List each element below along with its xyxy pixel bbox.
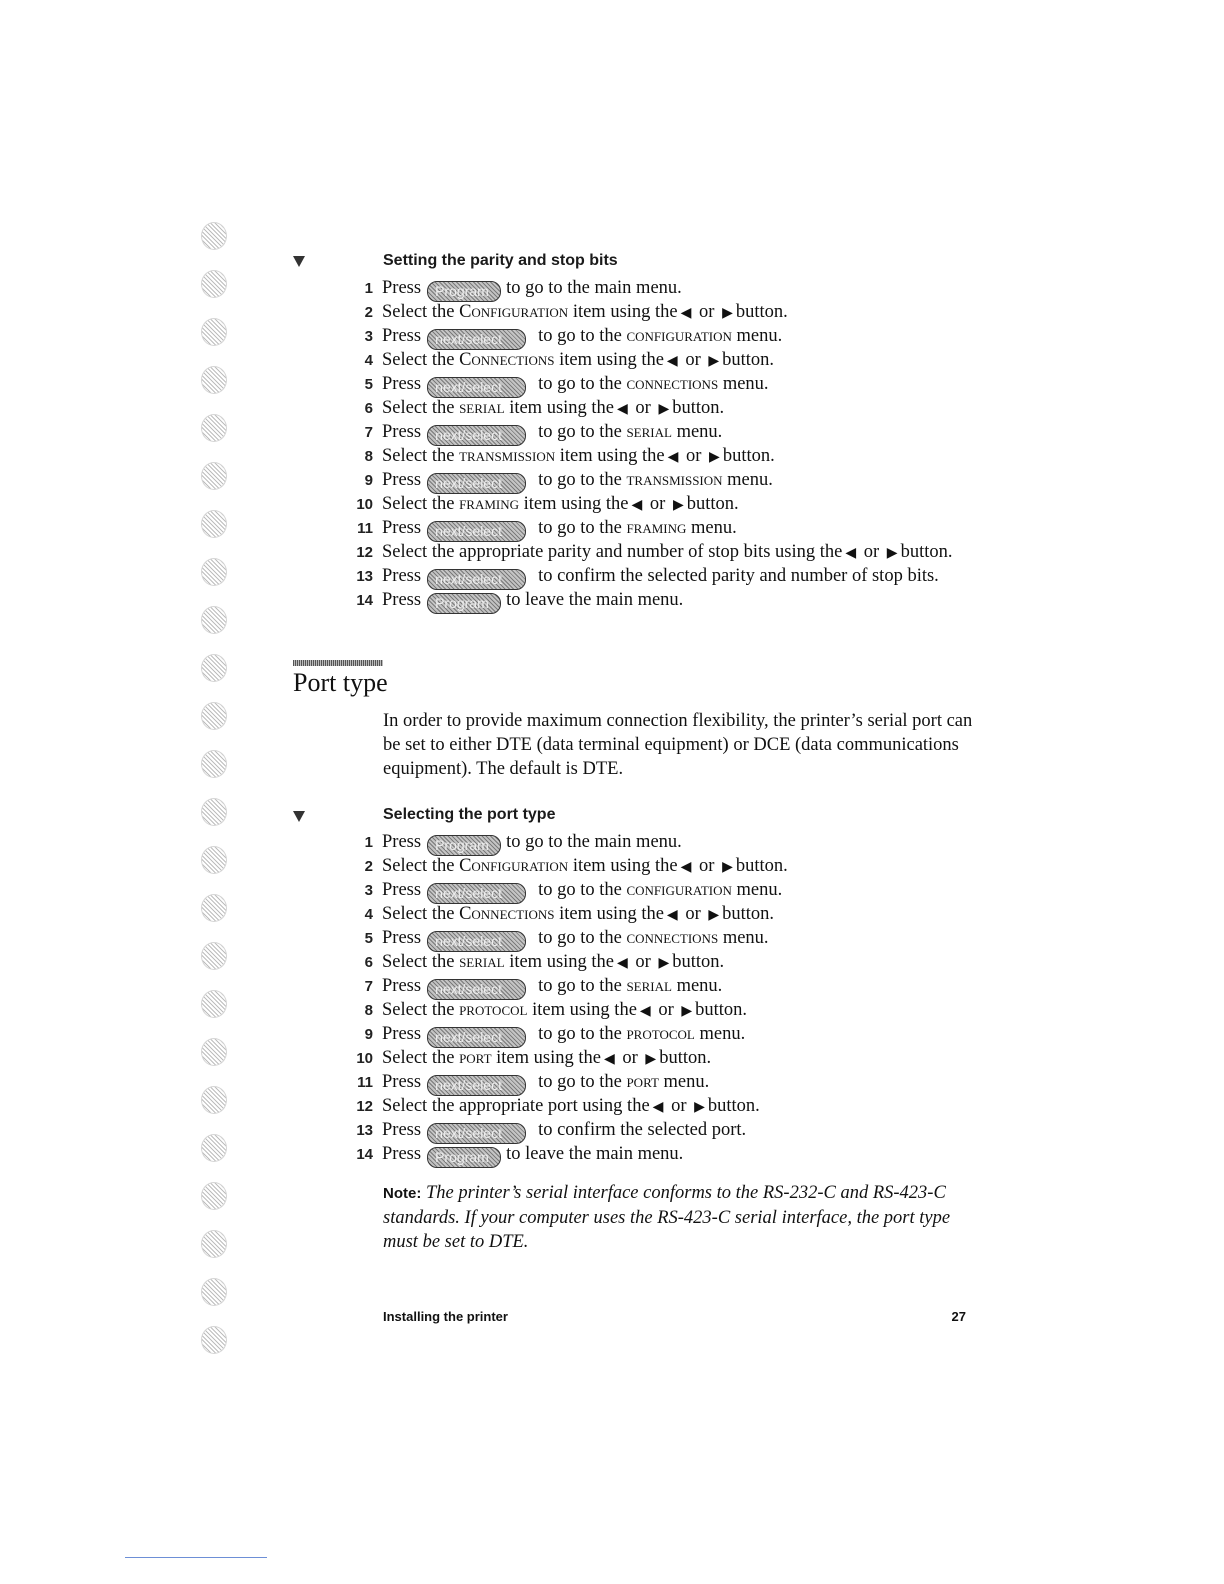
next-select-button: next/select <box>427 1123 526 1144</box>
step-text: to confirm the selected port. <box>538 1120 747 1140</box>
binder-hole-icon <box>201 1278 229 1306</box>
right-arrow-icon: ▶ <box>658 402 670 417</box>
step-number: 4 <box>364 906 373 923</box>
binder-hole-icon <box>201 318 229 346</box>
menu-term: serial <box>626 422 672 442</box>
menu-term: Connections <box>459 904 555 924</box>
step-text: Press <box>382 928 422 948</box>
step-text: or <box>685 904 701 924</box>
program-button: Program <box>427 281 501 302</box>
step-text: menu. <box>676 422 723 442</box>
step-row <box>340 564 939 588</box>
step-text: Select the <box>382 856 455 876</box>
menu-term: configuration <box>626 326 732 346</box>
step-text: to leave the main menu. <box>506 1144 684 1164</box>
right-arrow-icon: ▶ <box>681 1004 693 1019</box>
step-text: to go to the <box>538 880 622 900</box>
step-text: Press <box>382 566 422 586</box>
page-number: 27 <box>951 1309 966 1324</box>
step-text: or <box>863 542 880 562</box>
step-text: Press <box>382 976 422 996</box>
step-row <box>340 588 683 612</box>
step-row <box>340 276 682 300</box>
next-select-button: next/select <box>427 569 526 590</box>
step-row <box>340 324 782 348</box>
note <box>383 1181 983 1254</box>
step-number: 6 <box>364 954 373 971</box>
scan-edge-line <box>125 1557 267 1558</box>
right-arrow-icon: ▶ <box>708 354 720 369</box>
step-text: Select the <box>382 302 455 322</box>
left-arrow-icon: ◀ <box>617 956 628 971</box>
binder-hole-icon <box>201 1038 229 1066</box>
step-row <box>340 372 769 396</box>
binder-hole-icon <box>201 1182 229 1210</box>
right-arrow-icon: ▶ <box>886 546 898 561</box>
menu-term: protocol <box>626 1024 695 1044</box>
step-row <box>340 830 682 854</box>
step-row <box>340 444 775 468</box>
step-number: 11 <box>357 1074 373 1091</box>
step-text: item using the <box>496 1048 601 1068</box>
step-text: item using the <box>509 952 615 972</box>
binder-hole-icon <box>201 798 229 826</box>
step-row <box>340 1094 760 1118</box>
step-text: Select the <box>382 398 455 418</box>
binder-hole-icon <box>201 222 229 250</box>
left-arrow-icon: ◀ <box>666 354 678 369</box>
binder-hole-icon <box>201 366 229 394</box>
binder-hole-icon <box>201 462 229 490</box>
step-row <box>340 1142 683 1166</box>
step-text: Press <box>382 1120 422 1140</box>
step-text: Select the <box>382 494 455 514</box>
step-text: button. <box>707 1096 760 1116</box>
menu-term: configuration <box>626 880 732 900</box>
step-text: to leave the main menu. <box>506 590 684 610</box>
footer-chapter: Installing the printer <box>383 1309 508 1324</box>
step-row <box>340 1070 709 1094</box>
binder-hole-icon <box>201 894 229 922</box>
menu-term: transmission <box>459 446 556 466</box>
step-text: to confirm the selected parity and number of stop bits. <box>538 566 939 586</box>
menu-term: Configuration <box>459 302 569 322</box>
step-row <box>340 998 747 1022</box>
menu-term: connections <box>626 928 719 948</box>
menu-term: port <box>626 1072 659 1092</box>
step-text: item using the <box>559 446 665 466</box>
step-row <box>340 1046 711 1070</box>
left-arrow-icon: ◀ <box>639 1004 651 1019</box>
next-select-button: next/select <box>427 521 526 542</box>
right-arrow-icon: ▶ <box>708 908 720 923</box>
step-text: item using the <box>509 398 615 418</box>
next-select-button: next/select <box>427 329 526 350</box>
program-button: Program <box>427 593 501 614</box>
step-text: Press <box>382 832 422 852</box>
step-text: button. <box>672 952 725 972</box>
step-row <box>340 902 774 926</box>
step-number: 12 <box>356 544 373 561</box>
step-number: 3 <box>364 882 373 899</box>
left-arrow-icon: ◀ <box>667 450 679 465</box>
binder-hole-icon <box>201 270 229 298</box>
step-number: 1 <box>364 834 373 851</box>
step-text: to go to the <box>538 976 622 996</box>
step-text: Press <box>382 880 422 900</box>
step-text: or <box>635 952 651 972</box>
step-number: 7 <box>364 978 373 995</box>
next-select-button: next/select <box>427 425 526 446</box>
step-row <box>340 516 737 540</box>
left-arrow-icon: ◀ <box>617 402 628 417</box>
step-text: to go to the <box>538 1024 622 1044</box>
step-text: Select the <box>382 350 455 370</box>
step-number: 6 <box>364 400 373 417</box>
menu-term: Configuration <box>459 856 569 876</box>
step-row <box>340 420 722 444</box>
step-number: 9 <box>364 1026 373 1043</box>
binder-hole-icon <box>201 1086 229 1114</box>
step-text: to go to the main menu. <box>506 278 682 298</box>
menu-term: serial <box>459 952 505 972</box>
right-arrow-icon: ▶ <box>709 450 720 465</box>
step-number: 10 <box>356 1050 373 1067</box>
step-text: button. <box>659 1048 712 1068</box>
step-text: item using the <box>572 856 678 876</box>
procedure-triangle-icon <box>293 256 305 267</box>
step-number: 7 <box>364 424 373 441</box>
right-arrow-icon: ▶ <box>694 1100 705 1115</box>
left-arrow-icon: ◀ <box>666 908 678 923</box>
step-number: 8 <box>364 448 373 465</box>
right-arrow-icon: ▶ <box>658 956 670 971</box>
step-row <box>340 1022 745 1046</box>
menu-term: connections <box>626 374 719 394</box>
step-number: 9 <box>364 472 373 489</box>
binder-hole-icon <box>201 990 229 1018</box>
binder-hole-icon <box>201 702 229 730</box>
next-select-button: next/select <box>427 931 526 952</box>
step-number: 5 <box>364 376 373 393</box>
step-text: Press <box>382 278 422 298</box>
binder-hole-icon <box>201 510 229 538</box>
step-text: Press <box>382 590 422 610</box>
section-heading: Port type <box>293 668 388 697</box>
binder-hole-icon <box>201 846 229 874</box>
right-arrow-icon: ▶ <box>672 498 684 513</box>
menu-term: protocol <box>459 1000 528 1020</box>
step-text: or <box>635 398 651 418</box>
step-text: item using the <box>559 904 664 924</box>
step-text: Select the appropriate port using the <box>382 1096 650 1116</box>
step-text: Select the <box>382 1000 455 1020</box>
step-text: Select the <box>382 904 455 924</box>
step-text: button. <box>672 398 725 418</box>
step-text: Select the <box>382 1048 455 1068</box>
step-text: to go to the <box>538 422 622 442</box>
binder-hole-icon <box>201 558 229 586</box>
step-number: 5 <box>364 930 373 947</box>
left-arrow-icon: ◀ <box>603 1052 615 1067</box>
next-select-button: next/select <box>427 979 526 1000</box>
step-text: menu. <box>727 470 773 490</box>
step-text: or <box>622 1048 638 1068</box>
step-text: to go to the <box>538 374 622 394</box>
step-row <box>340 878 782 902</box>
step-row <box>340 854 788 878</box>
binder-hole-icon <box>201 654 229 682</box>
step-text: menu. <box>722 374 769 394</box>
menu-term: serial <box>459 398 505 418</box>
step-text: or <box>671 1096 687 1116</box>
step-text: to go to the <box>538 518 622 538</box>
binder-hole-icon <box>201 414 229 442</box>
binder-hole-icon <box>201 1230 229 1258</box>
step-text: or <box>686 446 702 466</box>
step-text: Select the <box>382 952 455 972</box>
note-label: Note: <box>383 1185 422 1202</box>
step-row <box>340 492 739 516</box>
step-row <box>340 926 769 950</box>
step-text: button. <box>695 1000 748 1020</box>
left-arrow-icon: ◀ <box>680 306 692 321</box>
step-text: Press <box>382 1024 422 1044</box>
step-text: button. <box>722 446 775 466</box>
step-row <box>340 348 774 372</box>
left-arrow-icon: ◀ <box>845 546 857 561</box>
step-row <box>340 468 773 492</box>
step-text: or <box>649 494 666 514</box>
step-row <box>340 1118 746 1142</box>
step-row <box>340 950 724 974</box>
step-text: Press <box>382 470 422 490</box>
menu-term: transmission <box>626 470 723 490</box>
step-text: or <box>699 302 715 322</box>
step-text: or <box>685 350 701 370</box>
step-text: item using the <box>523 494 629 514</box>
left-arrow-icon: ◀ <box>652 1100 664 1115</box>
step-text: menu. <box>699 1024 746 1044</box>
step-number: 3 <box>364 328 373 345</box>
step-row <box>340 396 724 420</box>
step-text: to go to the <box>538 470 622 490</box>
binder-hole-icon <box>201 942 229 970</box>
step-text: button. <box>735 302 788 322</box>
menu-term: Connections <box>459 350 555 370</box>
right-arrow-icon: ▶ <box>722 860 733 875</box>
next-select-button: next/select <box>427 883 526 904</box>
step-text: menu. <box>736 326 783 346</box>
note-text: The printer’s serial interface conforms to the RS-232-C and RS-423-C standards. If your computer uses the RS-423-C serial interface, the port type must be set to DTE. <box>383 1183 951 1252</box>
step-text: to go to the main menu. <box>506 832 682 852</box>
step-row <box>340 300 788 324</box>
step-text: button. <box>686 494 739 514</box>
step-text: item using the <box>559 350 664 370</box>
step-text: item using the <box>572 302 678 322</box>
step-number: 12 <box>356 1098 373 1115</box>
step-number: 2 <box>364 304 373 321</box>
step-text: Select the appropriate parity and number of stop bits using the <box>382 542 843 562</box>
intro-paragraph: In order to provide maximum connection flexibility, the printer’s serial port can be set to either DTE (data terminal equipment) or DCE (data communications equipment). The default is DTE. <box>383 711 973 779</box>
step-text: or <box>699 856 715 876</box>
step-text: button. <box>722 904 775 924</box>
step-text: item using the <box>532 1000 637 1020</box>
next-select-button: next/select <box>427 377 526 398</box>
left-arrow-icon: ◀ <box>631 498 643 513</box>
step-text: menu. <box>676 976 723 996</box>
step-row <box>340 540 952 564</box>
right-arrow-icon: ▶ <box>645 1052 657 1067</box>
menu-term: framing <box>626 518 687 538</box>
step-text: Press <box>382 422 422 442</box>
binder-hole-icon <box>201 1326 229 1354</box>
step-number: 14 <box>356 1146 373 1163</box>
step-text: Press <box>382 374 422 394</box>
step-text: menu. <box>691 518 737 538</box>
left-arrow-icon: ◀ <box>680 860 692 875</box>
step-number: 13 <box>356 1122 373 1139</box>
binder-hole-icon <box>201 606 229 634</box>
procedure-title-parity: Setting the parity and stop bits <box>383 252 618 269</box>
next-select-button: next/select <box>427 1075 526 1096</box>
binder-hole-icon <box>201 750 229 778</box>
step-text: menu. <box>722 928 769 948</box>
next-select-button: next/select <box>427 473 526 494</box>
menu-term: framing <box>459 494 520 514</box>
procedure-title-port: Selecting the port type <box>383 806 556 823</box>
step-text: menu. <box>736 880 783 900</box>
procedure-triangle-icon <box>293 811 305 822</box>
right-arrow-icon: ▶ <box>722 306 733 321</box>
menu-term: serial <box>626 976 672 996</box>
step-number: 10 <box>356 496 373 513</box>
step-number: 14 <box>356 592 373 609</box>
step-text: button. <box>735 856 788 876</box>
step-text: to go to the <box>538 1072 622 1092</box>
step-text: Press <box>382 518 422 538</box>
step-number: 13 <box>356 568 373 585</box>
step-text: or <box>658 1000 674 1020</box>
step-text: Press <box>382 1144 422 1164</box>
step-text: button. <box>722 350 775 370</box>
step-text: to go to the <box>538 326 622 346</box>
step-text: Press <box>382 1072 422 1092</box>
step-text: to go to the <box>538 928 622 948</box>
step-text: Press <box>382 326 422 346</box>
program-button: Program <box>427 1147 501 1168</box>
menu-term: port <box>459 1048 492 1068</box>
next-select-button: next/select <box>427 1027 526 1048</box>
step-row <box>340 974 722 998</box>
binder-hole-icon <box>201 1134 229 1162</box>
step-number: 8 <box>364 1002 373 1019</box>
section-heading-bar <box>293 660 383 666</box>
step-number: 11 <box>357 520 373 537</box>
program-button: Program <box>427 835 501 856</box>
step-number: 4 <box>364 352 373 369</box>
step-number: 1 <box>364 280 373 297</box>
step-number: 2 <box>364 858 373 875</box>
step-text: button. <box>900 542 953 562</box>
step-text: menu. <box>663 1072 710 1092</box>
step-text: Select the <box>382 446 455 466</box>
